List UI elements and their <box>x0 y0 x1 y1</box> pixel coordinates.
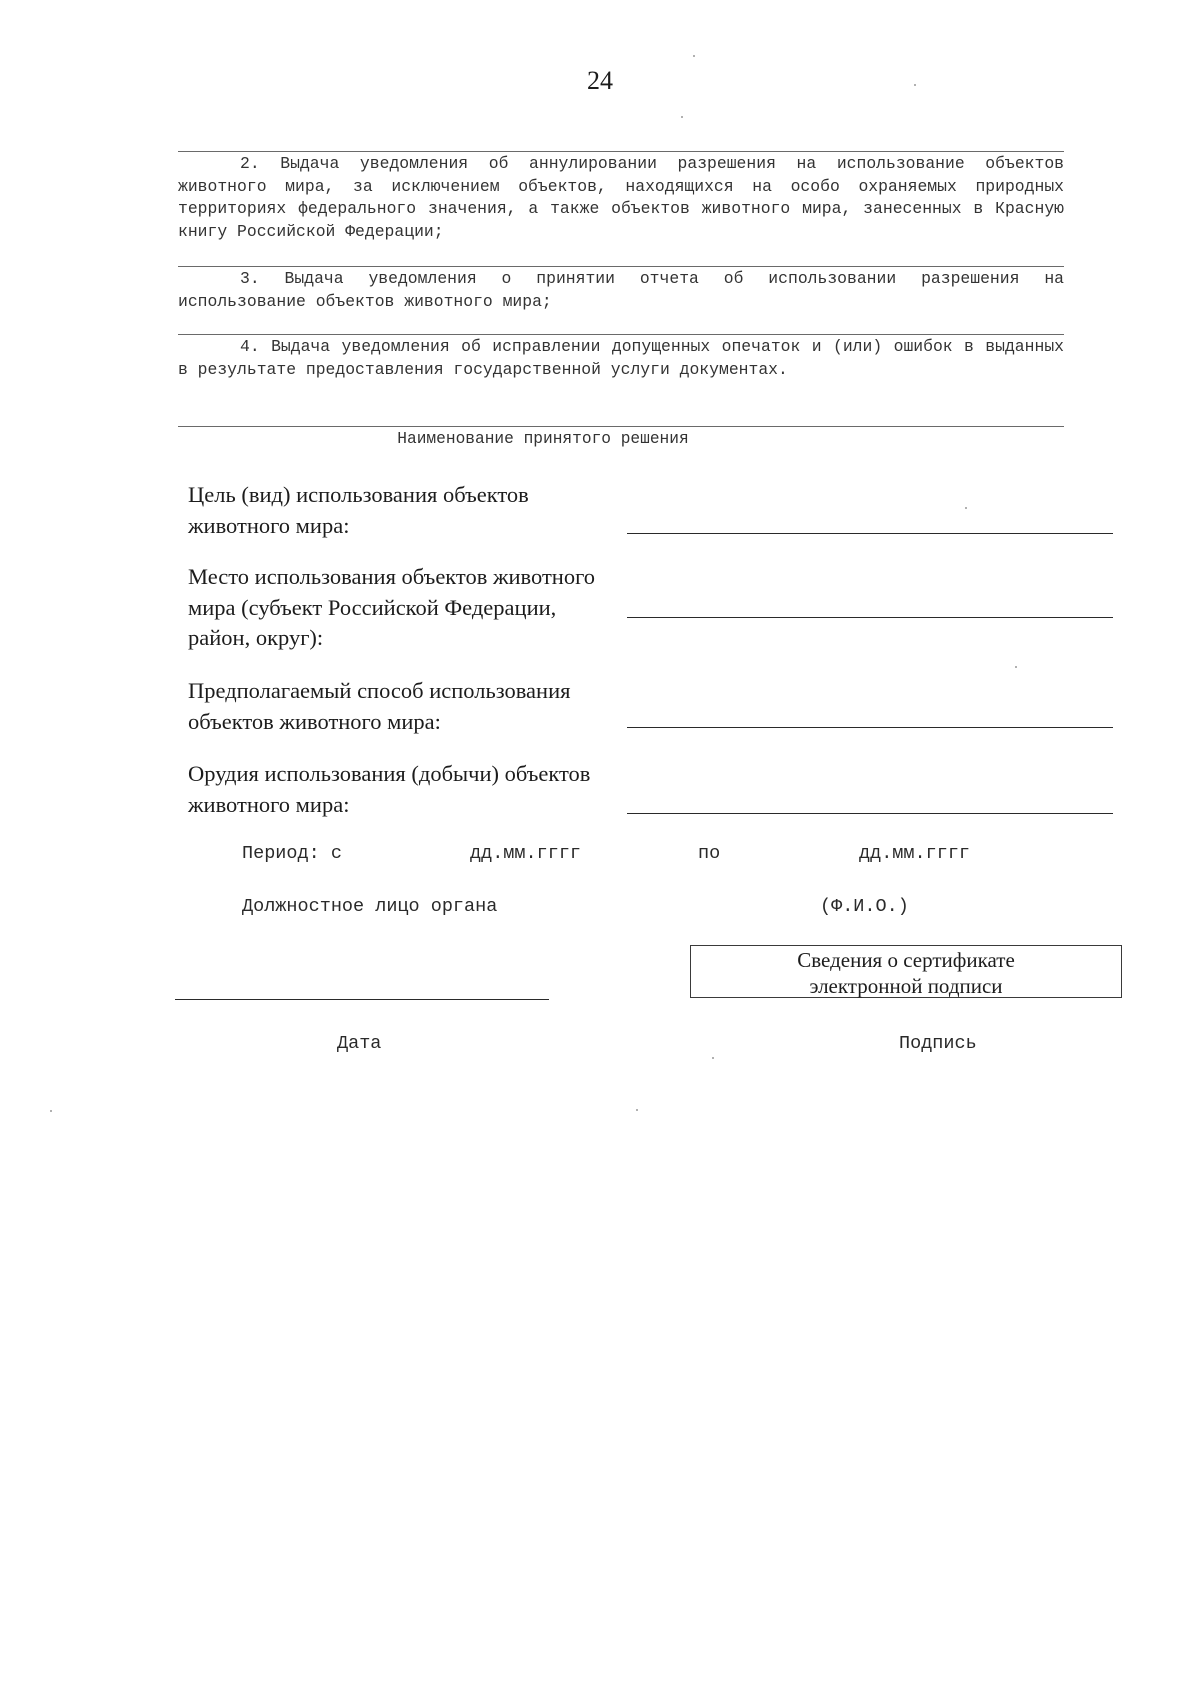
field-input-location[interactable] <box>627 617 1113 618</box>
official-name-placeholder: (Ф.И.О.) <box>820 896 909 917</box>
certificate-line-1: Сведения о сертификате <box>797 948 1015 972</box>
official-label: Должностное лицо органа <box>242 896 498 917</box>
separator-line <box>178 151 1064 152</box>
page-number: 24 <box>587 66 613 95</box>
scan-speck <box>50 1110 52 1112</box>
decision-caption: Наименование принятого решения <box>397 430 689 448</box>
certificate-box <box>690 945 1122 998</box>
scan-speck <box>712 1057 714 1059</box>
period-to-label: по <box>698 843 721 864</box>
scan-speck <box>965 507 967 509</box>
scan-speck <box>681 116 683 118</box>
period-from-date[interactable]: дд.мм.гггг <box>470 843 582 864</box>
field-label-location: Место использования объектов животного мира (субъект Российской Федерации, район, округ): <box>188 564 596 650</box>
separator-line <box>178 266 1064 267</box>
field-input-method[interactable] <box>627 727 1113 728</box>
decision-option-4 <box>178 336 1064 381</box>
period-to-date[interactable]: дд.мм.гггг <box>859 843 971 864</box>
scan-speck <box>636 1109 638 1111</box>
certificate-line-2: электронной подписи <box>809 974 1003 998</box>
scan-speck <box>1015 666 1017 668</box>
decision-option-text: 4. Выдача уведомления об исправлении допущенных опечаток и (или) ошибок в выданных в результате предоставления государственной услуги документах. <box>178 337 1064 379</box>
period-label: Период: с <box>242 843 342 864</box>
scan-speck <box>693 55 695 57</box>
decision-option-text: 2. Выдача уведомления об аннулировании разрешения на использование объектов животного мира, за исключением объектов, находящихся на особо охраняемых природных территориях федерального значения, а также объектов животного мира, занесенных в Красную книгу Российской Федерации; <box>178 154 1064 241</box>
field-input-purpose[interactable] <box>627 533 1113 534</box>
decision-option-text: 3. Выдача уведомления о принятии отчета об использовании разрешения на использование объектов животного мира; <box>178 269 1064 311</box>
date-input-line[interactable] <box>175 999 549 1000</box>
field-label-tools: Орудия использования (добычи) объектов животного мира: <box>188 761 591 817</box>
field-input-tools[interactable] <box>627 813 1113 814</box>
separator-line <box>178 426 1064 427</box>
signature-label: Подпись <box>899 1033 977 1054</box>
field-label-method: Предполагаемый способ использования объектов животного мира: <box>188 678 571 734</box>
separator-line <box>178 334 1064 335</box>
field-label-purpose: Цель (вид) использования объектов животного мира: <box>188 482 529 538</box>
date-label: Дата <box>337 1033 382 1054</box>
decision-option-2 <box>178 153 1064 243</box>
decision-option-3 <box>178 268 1064 313</box>
scan-speck <box>914 84 916 86</box>
